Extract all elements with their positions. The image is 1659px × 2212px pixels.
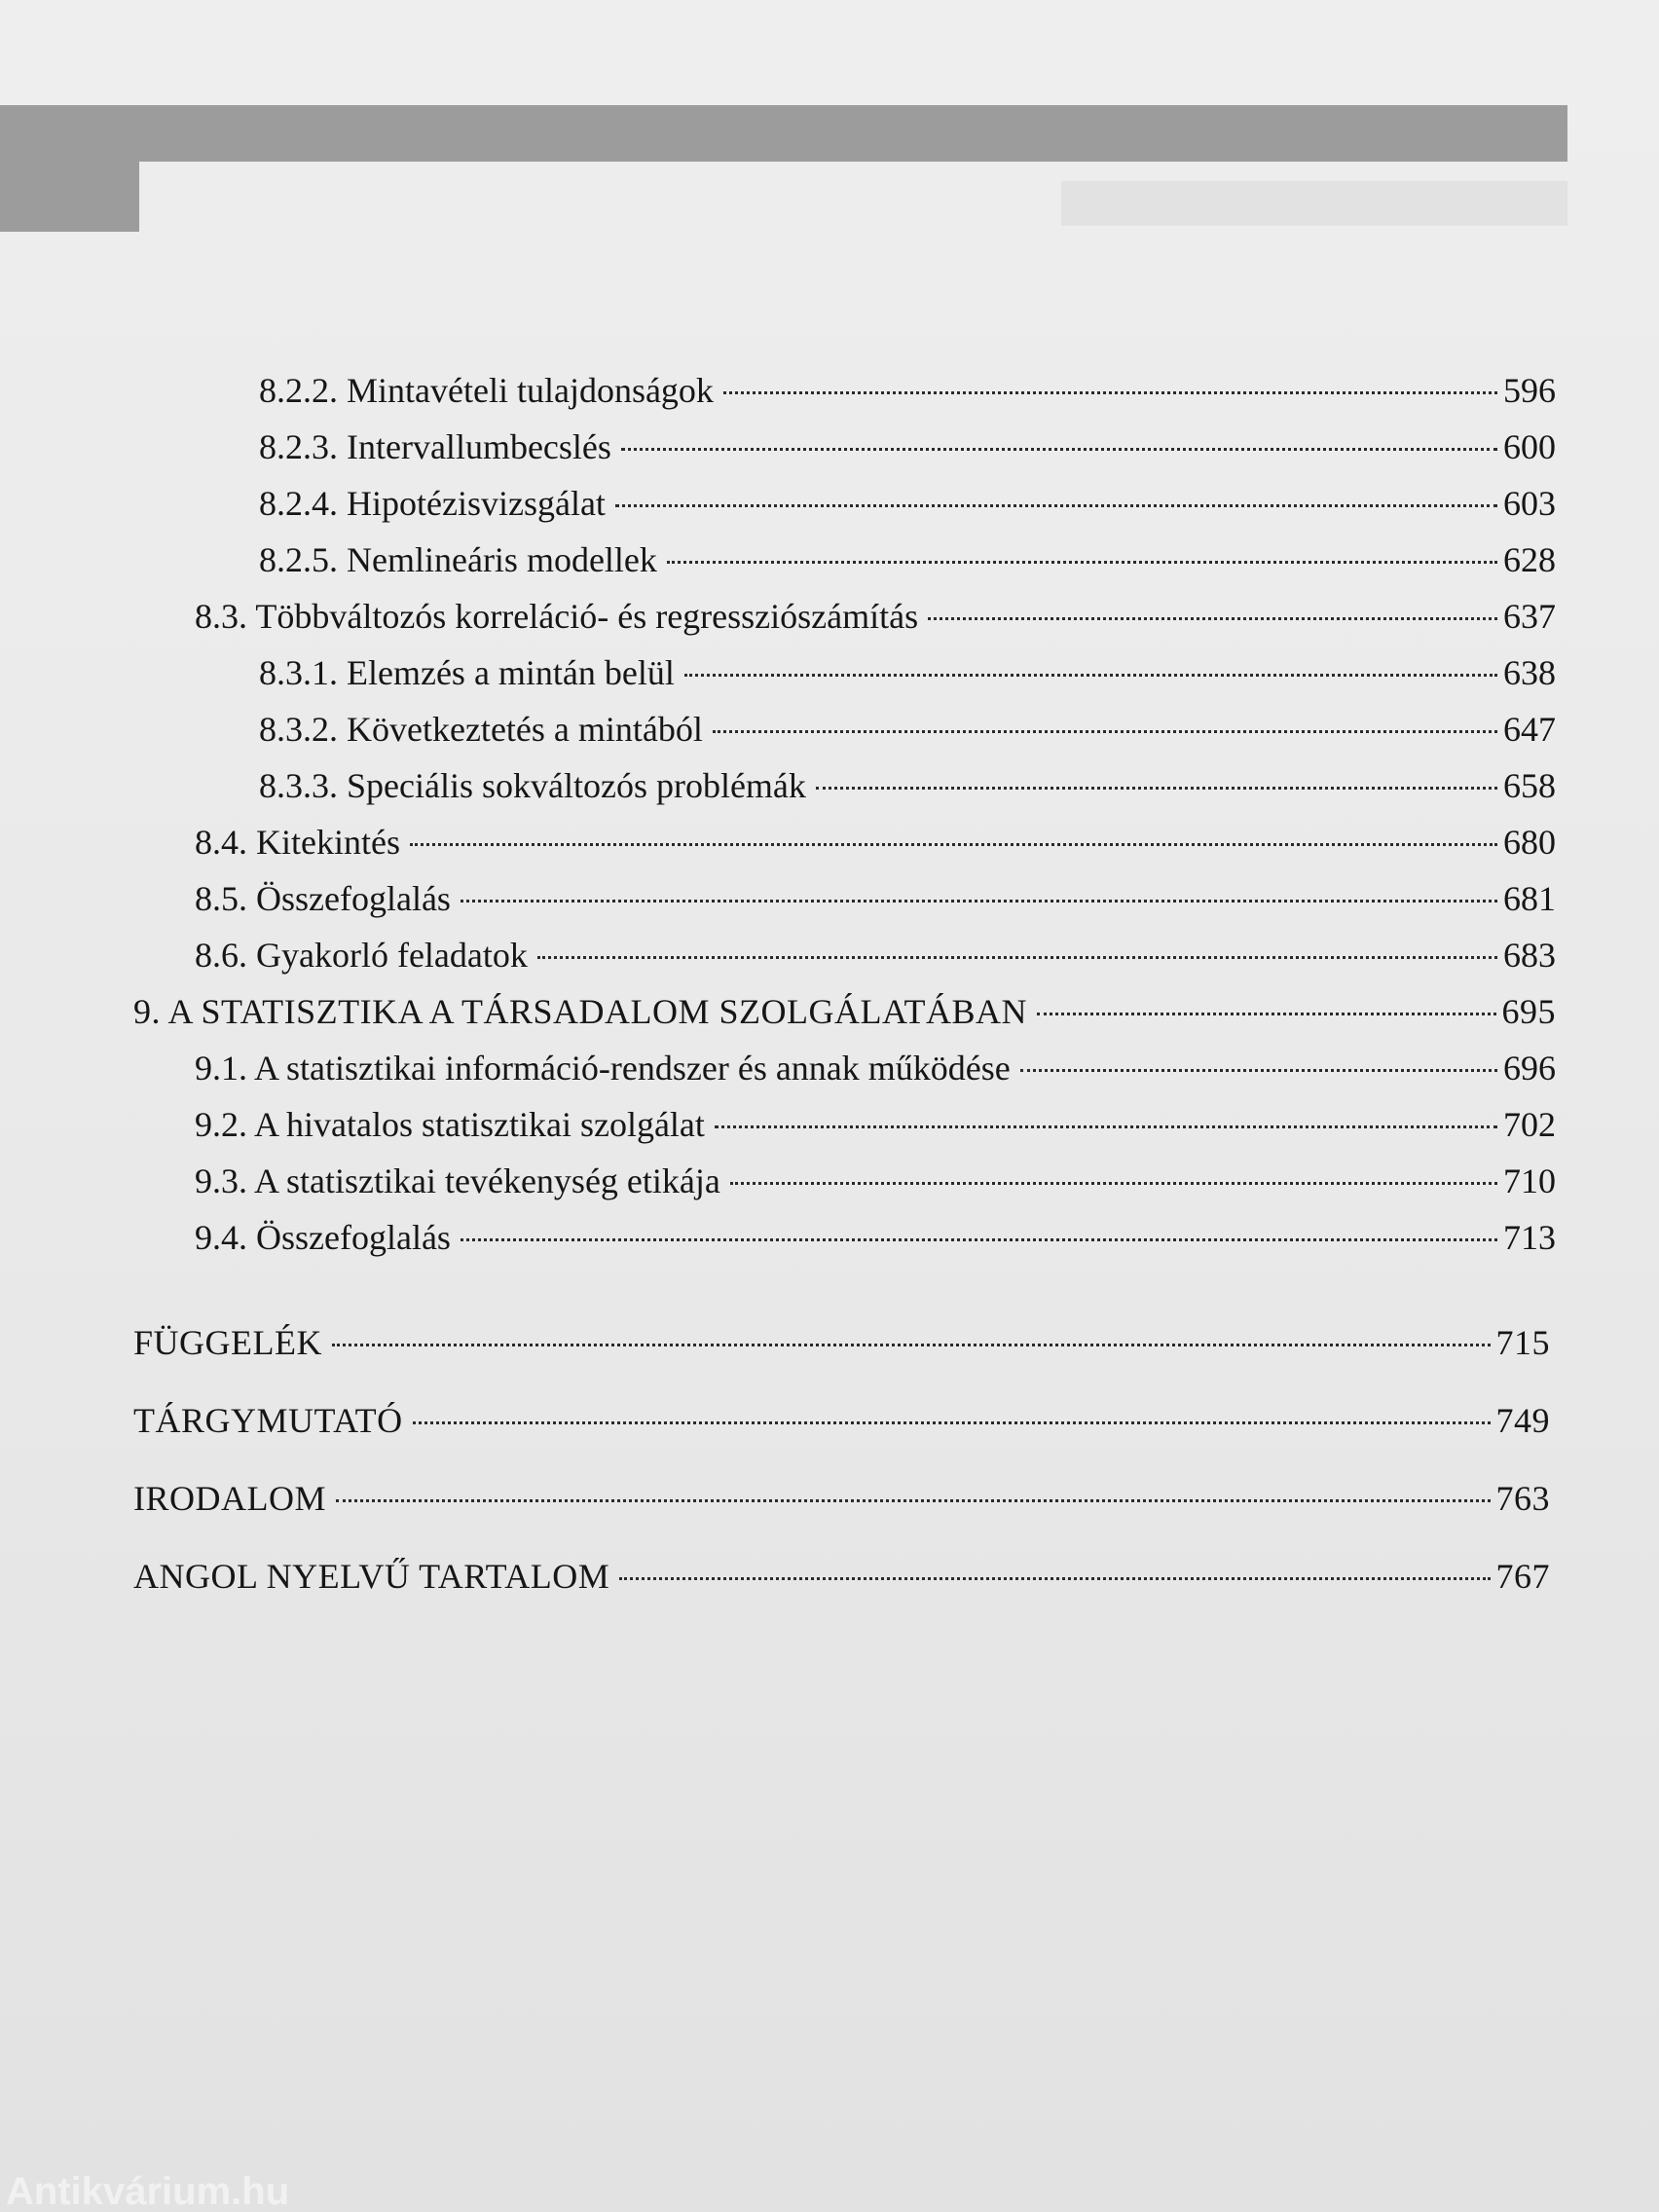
toc-entry-page: 600 [1503, 427, 1556, 466]
toc-back-matter-entry[interactable] [133, 1474, 1550, 1523]
watermark: Antikvárium.hu [6, 2171, 290, 2212]
toc-entry[interactable] [195, 592, 1556, 641]
toc-entry-label: 9. A STATISZTIKA A TÁRSADALOM SZOLGÁLATÁBAN [133, 992, 1028, 1031]
toc-entry[interactable] [195, 1213, 1556, 1262]
dot-leader [332, 1344, 1491, 1346]
toc-entry-page: 749 [1495, 1401, 1550, 1440]
dot-leader [684, 674, 1497, 677]
toc-entry-page: 695 [1501, 992, 1556, 1031]
toc-entry-page: 683 [1503, 936, 1556, 975]
toc-entry-page: 647 [1503, 710, 1556, 749]
toc-entry-page: 628 [1503, 540, 1556, 579]
toc-entry-label: 8.5. Összefoglalás [195, 879, 451, 918]
toc-back-matter-entry[interactable] [133, 1552, 1550, 1601]
toc-entry[interactable] [259, 648, 1556, 697]
toc-entry-page: 681 [1503, 879, 1556, 918]
toc-entry-page: 763 [1495, 1479, 1550, 1518]
dot-leader [537, 956, 1497, 959]
toc-entry-label: 8.4. Kitekintés [195, 823, 400, 862]
toc-chapter-entry[interactable] [133, 987, 1556, 1036]
header-tab [0, 162, 139, 232]
toc-entry[interactable] [195, 818, 1556, 866]
dot-leader [816, 787, 1497, 790]
toc-entry[interactable] [259, 705, 1556, 754]
toc-entry[interactable] [259, 535, 1556, 584]
dot-leader [615, 504, 1497, 507]
toc-entry-label: 8.3.1. Elemzés a mintán belül [259, 653, 675, 692]
dot-leader [461, 1238, 1497, 1241]
toc-entry[interactable] [259, 423, 1556, 471]
dot-leader [713, 730, 1497, 733]
dot-leader [619, 1577, 1490, 1580]
toc-entry-label: 9.1. A statisztikai információ-rendszer és annak működése [195, 1049, 1011, 1088]
toc-entry-label: 8.3. Többváltozós korreláció- és regressziószámítás [195, 597, 919, 636]
toc-entry-page: 715 [1495, 1323, 1550, 1362]
toc-entry-page: 696 [1503, 1049, 1556, 1088]
dot-leader [723, 391, 1497, 394]
toc-entry-page: 713 [1503, 1218, 1556, 1257]
toc-entry-page: 603 [1503, 484, 1556, 523]
toc-entry-label: FÜGGELÉK [133, 1323, 322, 1362]
header-ghost [1061, 181, 1567, 226]
toc-entry-label: 8.6. Gyakorló feladatok [195, 936, 528, 975]
toc-entry[interactable] [195, 931, 1556, 979]
toc-entry[interactable] [195, 1157, 1556, 1205]
dot-leader [1020, 1069, 1497, 1072]
dot-leader [461, 900, 1497, 903]
toc-entry-label: 8.2.3. Intervallumbecslés [259, 427, 611, 466]
toc-entry-label: 8.2.5. Nemlineáris modellek [259, 540, 657, 579]
toc-entry[interactable] [195, 1044, 1556, 1092]
toc-entry-page: 710 [1503, 1161, 1556, 1200]
toc-entry-label: 9.4. Összefoglalás [195, 1218, 451, 1257]
toc-entry[interactable] [259, 366, 1556, 415]
toc-entry-page: 658 [1503, 766, 1556, 805]
dot-leader [621, 448, 1497, 451]
dot-leader [928, 617, 1497, 620]
toc-entry-label: 9.2. A hivatalos statisztikai szolgálat [195, 1105, 705, 1144]
dot-leader [667, 561, 1497, 564]
dot-leader [336, 1499, 1491, 1502]
toc-entry-label: 9.3. A statisztikai tevékenység etikája [195, 1161, 720, 1200]
toc-entry[interactable] [195, 1100, 1556, 1149]
toc-entry[interactable] [259, 761, 1556, 810]
dot-leader [410, 843, 1497, 846]
toc-back-matter-entry[interactable] [133, 1396, 1550, 1445]
toc-entry-label: 8.3.3. Speciális sokváltozós problémák [259, 766, 806, 805]
toc-entry-page: 702 [1503, 1105, 1556, 1144]
toc-entry[interactable] [195, 874, 1556, 923]
toc-entry[interactable] [259, 479, 1556, 528]
toc-entry-label: TÁRGYMUTATÓ [133, 1401, 403, 1440]
toc-back-matter-entry[interactable] [133, 1318, 1550, 1367]
toc-entry-page: 638 [1503, 653, 1556, 692]
dot-leader [715, 1125, 1497, 1128]
dot-leader [1037, 1013, 1495, 1015]
header-band [0, 105, 1567, 162]
toc-entry-label: 8.2.4. Hipotézisvizsgálat [259, 484, 606, 523]
toc-entry-page: 596 [1503, 371, 1556, 410]
toc-entry-page: 680 [1503, 823, 1556, 862]
dot-leader [413, 1421, 1491, 1424]
toc-entry-page: 637 [1503, 597, 1556, 636]
toc-entry-page: 767 [1495, 1557, 1550, 1596]
toc-entry-label: 8.2.2. Mintavételi tulajdonságok [259, 371, 714, 410]
dot-leader [730, 1182, 1497, 1185]
toc-entry-label: IRODALOM [133, 1479, 326, 1518]
toc-entry-label: 8.3.2. Következtetés a mintából [259, 710, 703, 749]
toc-entry-label: ANGOL NYELVŰ TARTALOM [133, 1557, 610, 1596]
